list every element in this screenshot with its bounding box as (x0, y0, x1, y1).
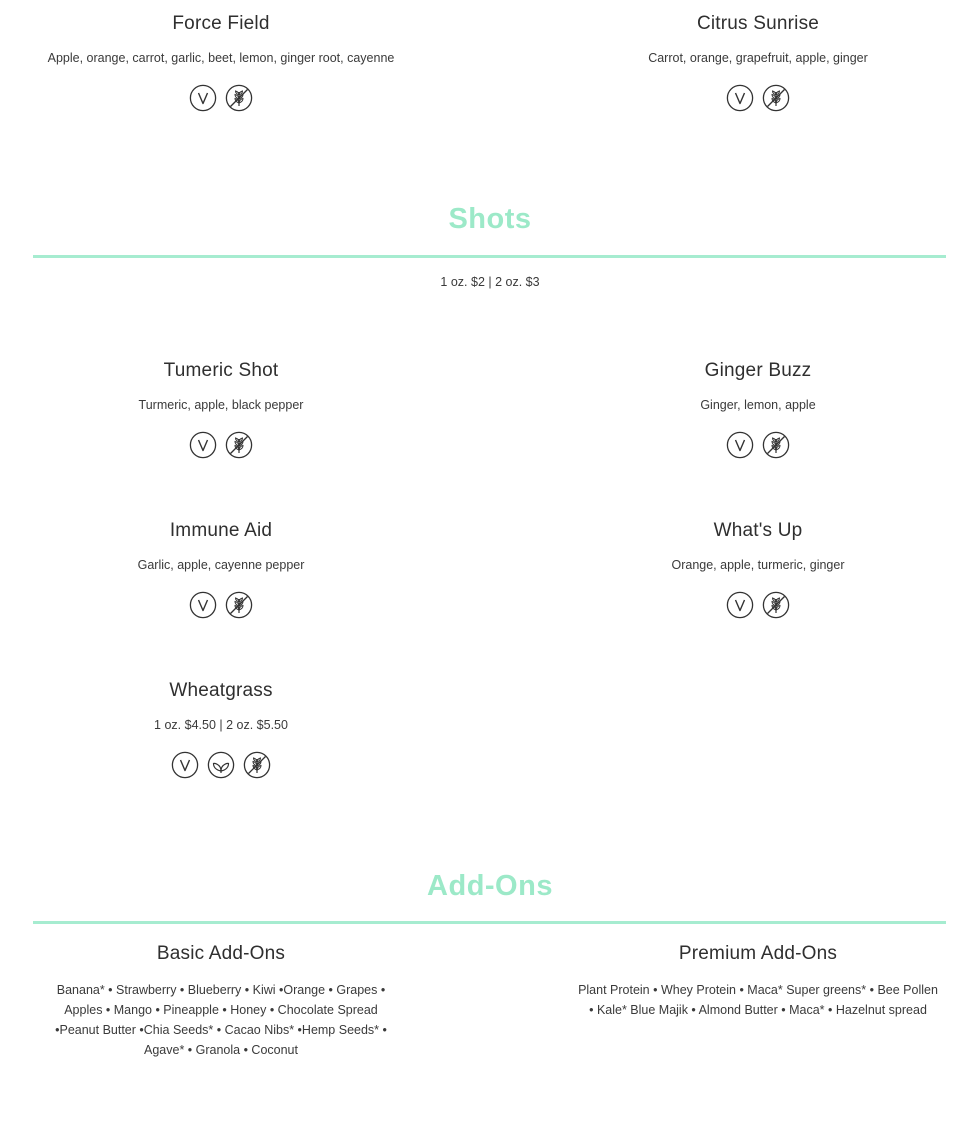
diet-icons (11, 751, 431, 779)
item-description: Turmeric, apple, black pepper (138, 398, 304, 412)
item-description: Ginger, lemon, apple (700, 398, 816, 412)
section-divider (33, 255, 946, 258)
gluten-free-icon (225, 591, 253, 619)
gluten-free-icon (762, 431, 790, 459)
gluten-free-icon (243, 751, 271, 779)
section-title-shots: Shots (448, 203, 532, 235)
diet-icons (11, 84, 431, 112)
vegan-icon (189, 84, 217, 112)
leaf-icon (207, 751, 235, 779)
section-divider (33, 921, 946, 924)
diet-icons (548, 431, 965, 459)
add-on-line: Plant Protein • Whey Protein • Maca* Super greens* • Bee Pollen (578, 983, 938, 997)
item-name: Force Field (172, 13, 270, 34)
diet-icons (548, 84, 965, 112)
menu-item-immune-aid (11, 519, 431, 619)
item-description: Carrot, orange, grapefruit, apple, ginger (648, 51, 868, 65)
diet-icons (11, 591, 431, 619)
premium-add-ons (548, 942, 965, 1020)
item-name: Ginger Buzz (704, 360, 812, 381)
item-name: Wheatgrass (169, 680, 273, 701)
menu-item-citrus-sunrise (548, 12, 965, 112)
gluten-free-icon (225, 84, 253, 112)
menu-item-whats-up (548, 519, 965, 619)
menu-item-force-field (11, 12, 431, 112)
item-name: Basic Add-Ons (156, 943, 286, 964)
diet-icons (548, 591, 965, 619)
vegan-icon (726, 431, 754, 459)
add-on-line: • Kale* Blue Majik • Almond Butter • Maca* • Hazelnut spread (589, 1003, 927, 1017)
shots-pricing: 1 oz. $2 | 2 oz. $3 (440, 275, 540, 289)
vegan-icon (189, 431, 217, 459)
vegan-icon (726, 591, 754, 619)
add-on-list (11, 980, 431, 1060)
gluten-free-icon (225, 431, 253, 459)
item-name: What's Up (713, 520, 803, 541)
vegan-icon (189, 591, 217, 619)
add-on-line: Agave* • Granola • Coconut (144, 1043, 298, 1057)
item-description: Apple, orange, carrot, garlic, beet, lemon, ginger root, cayenne (47, 51, 395, 65)
add-on-line: Banana* • Strawberry • Blueberry • Kiwi •Orange • Grapes • (56, 983, 386, 997)
item-description: Orange, apple, turmeric, ginger (671, 558, 845, 572)
menu-item-wheatgrass (11, 679, 431, 779)
vegan-icon (726, 84, 754, 112)
item-name: Tumeric Shot (163, 360, 279, 381)
item-name: Premium Add-Ons (678, 943, 838, 964)
add-on-list (548, 980, 965, 1020)
add-on-line: Apples • Mango • Pineapple • Honey • Chocolate Spread (64, 1003, 378, 1017)
gluten-free-icon (762, 591, 790, 619)
item-description: Garlic, apple, cayenne pepper (137, 558, 305, 572)
menu-item-tumeric-shot (11, 359, 431, 459)
section-title-add-ons: Add-Ons (427, 870, 553, 902)
item-price: 1 oz. $4.50 | 2 oz. $5.50 (154, 718, 288, 732)
gluten-free-icon (762, 84, 790, 112)
item-name: Immune Aid (169, 520, 273, 541)
item-name: Citrus Sunrise (696, 13, 820, 34)
diet-icons (11, 431, 431, 459)
menu-item-ginger-buzz (548, 359, 965, 459)
basic-add-ons (11, 942, 431, 1060)
vegan-icon (171, 751, 199, 779)
add-on-line: •Peanut Butter •Chia Seeds* • Cacao Nibs* •Hemp Seeds* • (55, 1023, 387, 1037)
